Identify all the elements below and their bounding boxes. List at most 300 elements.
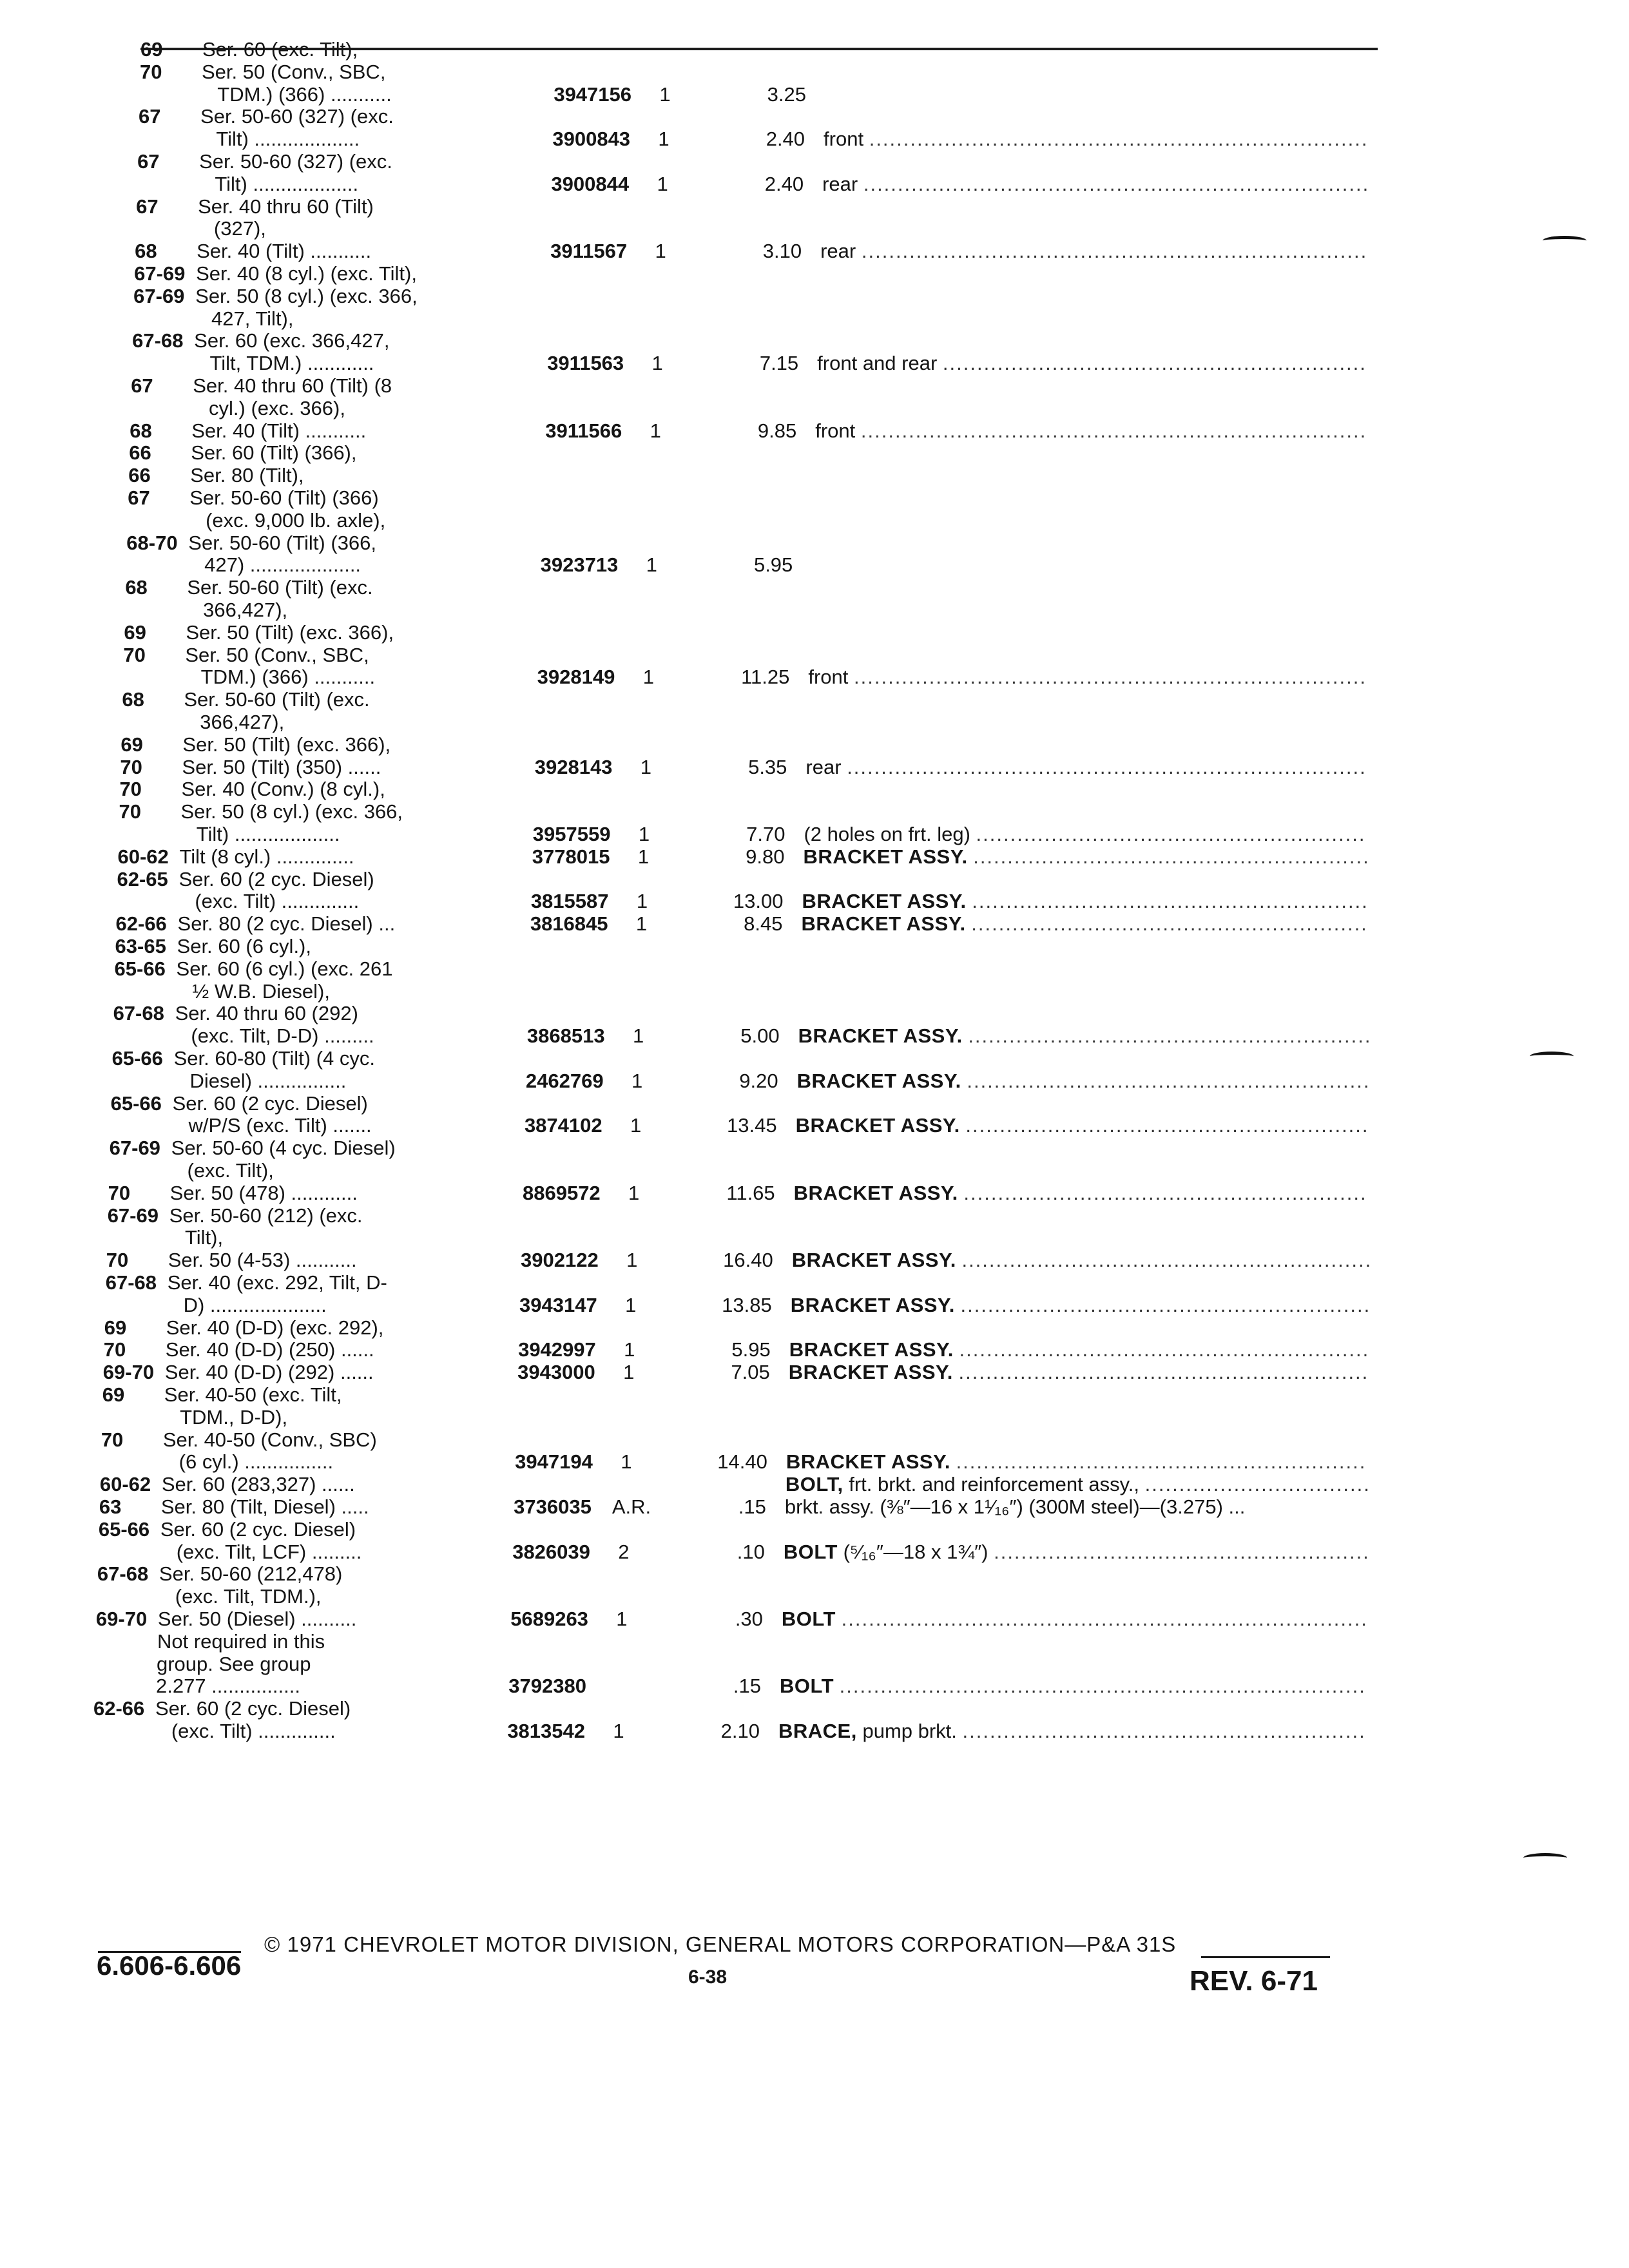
- model-year: 67-69: [107, 1204, 159, 1227]
- leader-dots: .........................................................................: [869, 128, 1369, 151]
- parts-row: [93, 1720, 1366, 1744]
- margin-tick-mark: [1530, 1052, 1574, 1061]
- part-number: 3942997: [518, 1338, 596, 1361]
- parts-row: [101, 1429, 1325, 1452]
- part-number: 2462769: [525, 1069, 604, 1092]
- part-number: 3947194: [515, 1450, 593, 1474]
- model-description: Ser. 40 (exc. 292, Tilt, D-: [167, 1271, 387, 1294]
- model-year: 66: [129, 441, 151, 465]
- model-year: 69: [104, 1316, 127, 1339]
- model-year: 70: [106, 1249, 129, 1272]
- parts-row: [128, 465, 1353, 488]
- model-year: 68: [122, 688, 144, 711]
- model-description: TDM., D-D),: [163, 1405, 288, 1428]
- quantity: 1: [624, 1338, 635, 1361]
- parts-row: [128, 487, 1352, 510]
- quantity: 1: [637, 845, 650, 868]
- leader-dots: ..........................................................: [971, 912, 1368, 936]
- parts-row: [117, 869, 1341, 892]
- part-number: 3947156: [554, 82, 632, 106]
- leader-dots: ...........................................................: [963, 1181, 1367, 1204]
- part-name-text: front: [815, 419, 856, 442]
- parts-row: [126, 554, 1350, 577]
- part-name: [782, 1608, 1368, 1630]
- part-name-text: (2 holes on frt. leg): [804, 823, 970, 845]
- quantity: 1: [638, 823, 650, 845]
- parts-row: [99, 1519, 1323, 1542]
- part-name-text: rear: [805, 755, 842, 778]
- part-name-detail: pump brkt.: [856, 1720, 957, 1742]
- part-number: 3943147: [519, 1293, 597, 1316]
- parts-row: [137, 151, 1362, 174]
- model-description: Ser. 50-60 (4 cyc. Diesel): [171, 1137, 396, 1160]
- model-year: 66: [128, 464, 151, 487]
- part-name-text: BRACKET ASSY.: [802, 890, 967, 913]
- model-description: Ser. 40 thru 60 (Tilt): [198, 195, 374, 218]
- leader-dots: .............................................................................: [841, 1608, 1368, 1630]
- price: 13.00: [733, 890, 784, 913]
- price: 7.05: [731, 1361, 770, 1384]
- price: 5.00: [740, 1024, 780, 1048]
- price: .10: [737, 1540, 765, 1563]
- model-year: 67: [136, 195, 159, 218]
- price: 3.10: [762, 240, 802, 263]
- model-description: Ser. 40 (8 cyl.) (exc. Tilt),: [196, 262, 417, 285]
- model-year: 67-69: [133, 284, 185, 307]
- model-year: 67: [128, 486, 150, 509]
- model-description: w/P/S (exc. Tilt) .......: [171, 1114, 372, 1137]
- model-year: 67: [139, 105, 161, 128]
- part-name-text: BOLT: [781, 1608, 836, 1630]
- part-number: 3815587: [530, 890, 609, 913]
- footer-revision: REV. 6-71: [1190, 1965, 1318, 1997]
- parts-row: [119, 801, 1343, 824]
- parts-row: [122, 666, 1367, 689]
- parts-row: [133, 285, 1358, 309]
- price: 9.80: [746, 845, 785, 868]
- quantity: 1: [651, 352, 663, 375]
- part-name: [822, 173, 1369, 195]
- part-name-text: BRACKET ASSY.: [789, 1338, 954, 1361]
- part-name: [802, 890, 1369, 912]
- part-number: 3900843: [552, 128, 631, 151]
- parts-row: [124, 599, 1349, 622]
- parts-row: [105, 1293, 1371, 1318]
- parts-row: [97, 1563, 1322, 1586]
- model-year: 68: [135, 240, 157, 263]
- price: .30: [735, 1608, 763, 1630]
- model-year: 62-66: [93, 1697, 145, 1720]
- parts-row: [132, 330, 1356, 353]
- price: 2.10: [720, 1720, 760, 1742]
- model-description: Ser. 50 (Tilt) (exc. 366),: [182, 733, 391, 756]
- model-description: Ser. 80 (2 cyc. Diesel) ...: [177, 912, 396, 936]
- quantity: 1: [658, 128, 670, 151]
- model-description: 427) ....................: [188, 553, 361, 577]
- parts-row: [107, 1227, 1331, 1250]
- leader-dots: ..........................................................................: [863, 172, 1370, 195]
- model-description: Ser. 60 (2 cyc. Diesel): [155, 1697, 351, 1720]
- model-description: Ser. 50-60 (Tilt) (exc.: [184, 688, 370, 711]
- quantity: 1: [636, 890, 648, 913]
- model-year: 67-68: [113, 1002, 164, 1025]
- part-number: 5689263: [510, 1608, 588, 1630]
- parts-row: [102, 1384, 1327, 1407]
- leader-dots: ............................................................: [961, 1249, 1373, 1272]
- part-name-text: BRACKET ASSY.: [795, 1114, 960, 1137]
- quantity: 1: [621, 1450, 632, 1474]
- model-description: Ser. 60 (Tilt) (366),: [191, 441, 357, 465]
- model-year: 63: [99, 1495, 122, 1518]
- price: .15: [738, 1495, 766, 1518]
- model-description: Tilt, TDM.) ............: [193, 352, 374, 375]
- part-name: [789, 1339, 1370, 1361]
- model-description: Ser. 50-60 (212,478): [159, 1562, 343, 1586]
- quantity: 1: [625, 1293, 637, 1316]
- quantity: 1: [646, 553, 657, 577]
- parts-row: [106, 1272, 1330, 1295]
- model-description: Tilt) ...................: [200, 128, 360, 151]
- parts-row: [133, 308, 1357, 331]
- model-description: group. See group: [156, 1652, 311, 1675]
- quantity: 2: [618, 1540, 630, 1563]
- model-description: Ser. 60 (2 cyc. Diesel): [172, 1091, 368, 1115]
- model-year: 70: [123, 643, 146, 666]
- margin-tick-mark: [1543, 236, 1586, 245]
- price: 9.85: [757, 419, 797, 442]
- model-description: Ser. 40 (Tilt) ...........: [197, 240, 372, 263]
- parts-row: [135, 240, 1368, 264]
- model-description: Ser. 60 (6 cyl.) (exc. 261: [176, 957, 393, 980]
- parts-row: [114, 981, 1338, 1004]
- parts-row: [113, 1024, 1372, 1048]
- model-description: (exc. Tilt),: [170, 1159, 274, 1182]
- part-name: [792, 1249, 1373, 1271]
- model-description: Ser. 50-60 (212) (exc.: [169, 1204, 363, 1227]
- part-name: [815, 420, 1367, 442]
- part-name-text: BRACKET ASSY.: [793, 1181, 958, 1204]
- part-name-text: BRACKET ASSY.: [803, 845, 968, 868]
- margin-tick-mark: [1523, 1853, 1567, 1863]
- parts-row: [94, 1675, 1366, 1698]
- model-description: Tilt) ...................: [180, 823, 340, 845]
- parts-row: [122, 689, 1346, 712]
- part-number: 3911563: [547, 352, 624, 375]
- parts-row: [102, 1361, 1369, 1385]
- part-name: [797, 1070, 1371, 1092]
- leader-dots: .............................................................................: [839, 1675, 1366, 1698]
- part-name-text: BOLT: [779, 1675, 834, 1698]
- model-description: 2.277 ................: [155, 1675, 300, 1698]
- price: 8.45: [744, 912, 783, 936]
- part-name: [804, 823, 1365, 845]
- quantity: 1: [632, 1024, 644, 1048]
- part-number: 3902122: [521, 1249, 599, 1272]
- parts-row: [120, 755, 1367, 780]
- leader-dots: ...........................................................: [965, 1114, 1369, 1137]
- model-description: (327),: [197, 217, 266, 240]
- quantity: 1: [631, 1069, 643, 1092]
- model-description: Not required in this: [157, 1629, 325, 1653]
- model-description: Ser. 40 (Tilt) ...........: [191, 419, 367, 442]
- model-description: Ser. 50 (Diesel) ..........: [157, 1608, 357, 1630]
- part-number: 3928149: [537, 666, 615, 689]
- price: 2.40: [766, 128, 805, 151]
- leader-dots: ..........................................................: [972, 890, 1369, 913]
- parts-row: [135, 218, 1360, 241]
- model-year: 62-66: [115, 912, 167, 936]
- leader-dots: ............................................................: [958, 1361, 1369, 1384]
- part-name-text: BRACKET ASSY.: [790, 1293, 955, 1316]
- model-year: 68-70: [126, 531, 178, 554]
- parts-row: [136, 196, 1360, 219]
- parts-row: [129, 442, 1353, 465]
- model-description: 366,427),: [183, 711, 285, 733]
- parts-row: [126, 532, 1351, 555]
- parts-row: [115, 936, 1340, 959]
- part-name: [780, 1675, 1366, 1697]
- model-year: 65-66: [114, 957, 166, 980]
- model-description: (exc. Tilt) ..............: [155, 1720, 336, 1742]
- part-name-text: rear: [822, 172, 858, 195]
- part-name-text: rear: [820, 240, 856, 263]
- model-description: Ser. 40 thru 60 (292): [175, 1002, 358, 1025]
- price: 13.85: [722, 1293, 772, 1316]
- price: 7.70: [746, 823, 786, 845]
- part-number: 8869572: [522, 1181, 601, 1204]
- parts-row: [103, 1338, 1370, 1362]
- model-year: 65-66: [98, 1517, 150, 1541]
- quantity: 1: [623, 1361, 635, 1384]
- parts-row: [131, 352, 1367, 376]
- model-description: (6 cyl.) ................: [162, 1450, 334, 1474]
- model-description: Ser. 60 (6 cyl.),: [177, 935, 311, 957]
- leader-dots: ..........................................................................: [861, 240, 1368, 263]
- parts-row: [134, 263, 1358, 286]
- leader-dots: ...........................................................: [962, 1720, 1366, 1742]
- model-description: Ser. 60-80 (Tilt) (4 cyc.: [173, 1047, 375, 1070]
- part-name-text: brkt. assy. (⅜″—16 x 1¹⁄₁₆″) (300M steel)—(3.275) ...: [784, 1495, 1246, 1518]
- part-number: 3813542: [507, 1720, 585, 1742]
- model-description: Ser. 80 (Tilt),: [190, 464, 304, 487]
- model-year: 70: [108, 1181, 131, 1204]
- footer-rule-right: [1201, 1956, 1330, 1958]
- footer-page-number: 6-38: [688, 1966, 728, 1988]
- parts-row: [117, 890, 1369, 914]
- model-year: 60-62: [117, 845, 169, 868]
- part-number: 3923713: [540, 553, 619, 577]
- part-name-text: BRACKET ASSY.: [788, 1361, 953, 1384]
- parts-row: [138, 128, 1369, 151]
- model-year: 69: [102, 1383, 125, 1406]
- part-name-text: BRACKET ASSY.: [791, 1249, 956, 1272]
- price: 11.65: [726, 1181, 775, 1204]
- model-description: Ser. 40 (D-D) (292) ......: [164, 1361, 374, 1384]
- price: 2.40: [764, 172, 804, 195]
- part-name-detail: frt. brkt. and reinforcement assy.,: [843, 1473, 1140, 1496]
- model-year: 67: [137, 150, 160, 173]
- model-year: 67-68: [97, 1562, 149, 1586]
- model-description: Ser. 50-60 (Tilt) (366,: [188, 531, 377, 554]
- leader-dots: .......................................................: [994, 1540, 1370, 1563]
- parts-row: [117, 845, 1370, 869]
- part-name-text: BRACKET ASSY.: [801, 912, 966, 936]
- part-number: 3911567: [550, 240, 628, 263]
- model-description: Ser. 60 (exc. 366,427,: [194, 329, 390, 352]
- part-name-text: BRACKET ASSY.: [786, 1450, 950, 1474]
- model-description: D) .....................: [166, 1293, 327, 1316]
- part-number: 3911566: [545, 419, 622, 442]
- leader-dots: .........................................................: [976, 823, 1366, 845]
- model-description: Tilt),: [168, 1226, 224, 1249]
- model-description: (exc. Tilt, LCF) .........: [159, 1540, 362, 1563]
- part-name: [802, 913, 1368, 935]
- parts-row: [110, 1137, 1334, 1160]
- model-year: 69: [120, 733, 143, 756]
- price: 11.25: [741, 666, 790, 689]
- quantity: 1: [642, 666, 654, 689]
- part-number: 3900844: [551, 172, 630, 195]
- footer-group-number: 6.606-6.606: [97, 1950, 242, 1981]
- quantity: 1: [640, 755, 652, 778]
- model-year: 69-70: [95, 1608, 148, 1630]
- price: 16.40: [723, 1249, 773, 1272]
- model-year: 65-66: [110, 1091, 162, 1115]
- model-description: (exc. Tilt) ..............: [178, 890, 360, 913]
- part-number: 3943000: [517, 1361, 595, 1384]
- model-description: (exc. 9,000 lb. axle),: [189, 508, 386, 532]
- parts-row: [99, 1496, 1324, 1519]
- model-description: Ser. 60 (2 cyc. Diesel): [160, 1517, 356, 1541]
- model-description: Ser. 40 (Conv.) (8 cyl.),: [181, 778, 385, 801]
- leader-dots: .................................: [1144, 1473, 1371, 1496]
- part-number: 3792380: [508, 1675, 586, 1698]
- part-name: [786, 1474, 1371, 1495]
- price: 14.40: [717, 1450, 767, 1474]
- model-year: 70: [140, 60, 162, 83]
- parts-row: [113, 1003, 1338, 1026]
- parts-row: [104, 1317, 1329, 1340]
- model-description: Ser. 50-60 (327) (exc.: [200, 105, 394, 128]
- model-year: 67-69: [134, 262, 186, 285]
- quantity: 1: [655, 240, 666, 263]
- part-number: 3826039: [512, 1540, 590, 1563]
- model-year: 69-70: [102, 1361, 155, 1384]
- part-name-text: BOLT,: [785, 1473, 843, 1496]
- model-description: Ser. 50-60 (Tilt) (366): [189, 486, 379, 509]
- model-description: Ser. 50-60 (Tilt) (exc.: [187, 576, 373, 599]
- parts-row: [95, 1608, 1368, 1631]
- parts-row: [101, 1450, 1367, 1474]
- price: 7.15: [759, 352, 799, 375]
- parts-row: [110, 1114, 1369, 1138]
- part-name: [817, 352, 1367, 374]
- model-year: 70: [101, 1428, 124, 1451]
- model-year: 69: [140, 38, 163, 61]
- model-description: TDM.) (366) ...........: [201, 82, 392, 106]
- price: 5.95: [753, 553, 793, 577]
- model-description: Ser. 50 (4-53) ...........: [168, 1249, 357, 1272]
- parts-row: [115, 958, 1339, 981]
- model-description: TDM.) (366) ...........: [184, 666, 376, 689]
- quantity: 1: [635, 912, 648, 936]
- model-description: cyl.) (exc. 366),: [192, 396, 345, 419]
- parts-row: [97, 1586, 1321, 1609]
- quantity: 1: [630, 1114, 642, 1137]
- quantity: A.R.: [612, 1495, 651, 1518]
- model-year: 63-65: [115, 935, 166, 957]
- parts-row: [95, 1653, 1319, 1677]
- price: .15: [733, 1675, 761, 1698]
- part-name: [808, 666, 1367, 688]
- part-number: 3736035: [514, 1495, 592, 1518]
- parts-row: [124, 622, 1348, 645]
- leader-dots: ...........................................................: [968, 1024, 1372, 1048]
- part-name: [796, 1115, 1369, 1137]
- model-year: 68: [125, 576, 148, 599]
- parts-row: [127, 510, 1351, 533]
- model-description: (exc. Tilt, TDM.),: [158, 1585, 322, 1608]
- part-name-text: front: [824, 128, 864, 151]
- part-name: [820, 240, 1367, 262]
- part-name: [803, 846, 1369, 868]
- parts-row: [109, 1160, 1333, 1183]
- parts-row: [131, 375, 1355, 398]
- parts-row: [111, 1069, 1371, 1093]
- parts-row: [93, 1698, 1318, 1721]
- part-number: 3778015: [532, 845, 610, 868]
- parts-row: [115, 912, 1368, 936]
- price: 13.45: [727, 1114, 777, 1137]
- model-description: Tilt) ...................: [198, 172, 359, 195]
- part-name-text: BRACKET ASSY.: [796, 1069, 961, 1092]
- model-description: ½ W.B. Diesel),: [175, 979, 330, 1003]
- parts-row: [102, 1407, 1326, 1430]
- price: 9.20: [739, 1069, 778, 1092]
- part-name: [805, 756, 1366, 778]
- model-description: Ser. 50 (8 cyl.) (exc. 366,: [180, 800, 403, 823]
- model-description: Ser. 50 (Conv., SBC,: [185, 643, 369, 666]
- leader-dots: ............................................................................: [847, 755, 1367, 778]
- parts-row: [130, 398, 1354, 421]
- parts-row: [106, 1249, 1373, 1273]
- model-year: 67-69: [109, 1137, 160, 1160]
- part-name: [778, 1720, 1366, 1742]
- parts-row: [139, 106, 1363, 129]
- part-name-text: BOLT: [783, 1540, 838, 1563]
- model-year: 67-68: [132, 329, 184, 352]
- footer-copyright: © 1971 CHEVROLET MOTOR DIVISION, GENERAL MOTORS CORPORATION—P&A 31S: [264, 1932, 1177, 1956]
- leader-dots: ..........................................................: [973, 845, 1370, 868]
- part-number: 3868513: [526, 1024, 605, 1048]
- model-description: (exc. Tilt, D-D) .........: [174, 1024, 374, 1048]
- parts-row: [137, 172, 1370, 197]
- part-number: 3874102: [524, 1114, 602, 1137]
- quantity: 1: [613, 1720, 624, 1742]
- model-year: 70: [119, 778, 142, 801]
- model-description: Ser. 50 (8 cyl.) (exc. 366,: [195, 284, 418, 307]
- part-name: [785, 1496, 1246, 1518]
- part-name-text: BRACKET ASSY.: [798, 1024, 963, 1048]
- model-year: 69: [124, 620, 146, 644]
- part-name: [789, 1361, 1369, 1383]
- model-description: Ser. 40 thru 60 (Tilt) (8: [193, 374, 392, 397]
- model-description: Ser. 50 (Tilt) (exc. 366),: [186, 620, 394, 644]
- part-name: [791, 1294, 1371, 1316]
- leader-dots: ............................................................: [959, 1338, 1370, 1361]
- model-year: 62-65: [117, 867, 168, 890]
- parts-row: [118, 823, 1366, 847]
